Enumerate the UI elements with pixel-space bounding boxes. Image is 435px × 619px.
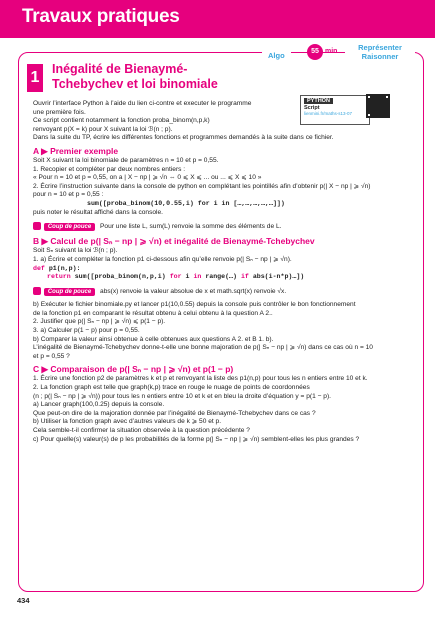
tip-text: Pour une liste L, sum(L) renvoie la somme des éléments de L. bbox=[100, 222, 282, 230]
code-keyword: def bbox=[33, 264, 45, 272]
skill-1: Représenter bbox=[358, 43, 402, 52]
code-text: p1(n,p): bbox=[44, 264, 81, 272]
section-b2-line: et p = 0,55 ? bbox=[33, 352, 70, 360]
code-text: abs(i-n*p)…]) bbox=[248, 273, 305, 281]
section-c-line: (n ; p(| Sₙ − np | ⩾ √n)) pour tous les n entiers entre 10 et k et en bleu la droite d’équation y = p(1 − p). bbox=[33, 392, 331, 400]
section-c-line: Que peut-on dire de la majoration donnée par l’inégalité de Bienaymé-Tchebychev dans ce cas ? bbox=[33, 409, 316, 417]
section-b2-line: b) Exécuter le fichier binomiale.py et lancer p1(10,0.55) depuis la console puis contrôler le bon fonctionnement bbox=[33, 301, 356, 309]
section-b2-line: 2. Justifier que p(| Sₙ − np | ⩾ √n) ⩽ p(1 − p). bbox=[33, 318, 166, 326]
tip-badge: Coup de pouce bbox=[44, 223, 95, 232]
section-c-line: 2. La fonction graph est telle que graph(k,p) trace en rouge le nuage de points de coordonnées bbox=[33, 383, 310, 391]
code-keyword: in bbox=[193, 273, 202, 281]
code-text: range(…) bbox=[201, 273, 241, 281]
code-text: i bbox=[181, 273, 194, 281]
exercise-title bbox=[52, 62, 218, 92]
section-b-line: 1. a) Écrire et compléter la fonction p1 ci-dessous afin qu’elle renvoie p(| Sₙ − np | ⩾ √n). bbox=[33, 256, 292, 264]
section-c-line: c) Pour quelle(s) valeur(s) de p les probabilités de la forme p(| Sₙ − np | ⩾ √n) semblent-elles les plus grandes ? bbox=[33, 435, 360, 443]
tip-badge: Coup de pouce bbox=[44, 288, 95, 297]
section-a-line: 2. Écrire l’instruction suivante dans la console de python en complétant les pointillés afin d’obtenir p(| X − np | ⩾ √n) bbox=[33, 182, 371, 190]
page-title: Travaux pratiques bbox=[22, 6, 180, 27]
section-c-line: 1. Écrire une fonction p2 de paramètres k et p et renvoyant la liste des p1(n,p) pour tous les n entiers entre 10 et k. bbox=[33, 375, 368, 383]
intro-line: renvoyant p(X = k) pour X suivant la loi ℬ(n ; p). bbox=[33, 125, 173, 133]
section-c-line: Cela semble-t-il confirmer la situation observée à la question précédente ? bbox=[33, 426, 250, 434]
exercise-number: 1 bbox=[27, 64, 43, 92]
python-script-label: Script bbox=[304, 105, 320, 111]
page-number: 434 bbox=[17, 596, 30, 605]
skill-2: Raisonner bbox=[361, 52, 399, 61]
exercise-content bbox=[33, 100, 385, 444]
code-keyword: return bbox=[47, 273, 71, 281]
python-link[interactable]: lienmini.fr/maths-s13-07 bbox=[304, 111, 353, 116]
code-text: sum([proba_binom(n,p,i) bbox=[70, 273, 170, 281]
section-b-line: Soit Sₙ suivant la loi ℬ(n ; p). bbox=[33, 247, 118, 255]
code-def-p1 bbox=[33, 265, 385, 274]
section-a-after: puis noter le résultat affiché dans la console. bbox=[33, 208, 164, 216]
tip-text: abs(x) renvoie la valeur absolue de x et math.sqrt(x) renvoie √x. bbox=[100, 287, 287, 295]
section-b-title: B ▶ Calcul de p(| Sₙ − np | ⩾ √n) et inégalité de Bienaymé-Tchebychev bbox=[33, 236, 315, 247]
exercise-title-line-2: Tchebychev et loi binomiale bbox=[52, 77, 218, 91]
section-b2-line: de la fonction p1 en comparant le résultat obtenu à celui obtenu à la question A 2.. bbox=[33, 309, 273, 317]
section-c-line: b) Utiliser la fonction graph avec d’autres valeurs de k ⩾ 50 et p. bbox=[33, 418, 222, 426]
section-b2-line: 3. a) Calculer p(1 − p) pour p = 0,55. bbox=[33, 326, 140, 334]
tip-box-2 bbox=[33, 287, 385, 296]
skills-tag bbox=[345, 43, 415, 61]
section-a-line: « Pour n = 10 et p = 0,55, on a | X − np | ⩾ √n ⇔ 0 ⩽ X ⩽ ... ou ... ⩽ X ⩽ 10 » bbox=[33, 174, 262, 182]
python-badge: PYTHON bbox=[304, 98, 333, 104]
section-a-title: A ▶ Premier exemple bbox=[33, 145, 119, 156]
tip-box-1 bbox=[33, 222, 385, 231]
intro-line: Ce script contient notamment la fonction proba_binom(n,p,k) bbox=[33, 117, 210, 125]
algo-tag: Algo bbox=[262, 49, 291, 62]
intro-line: Dans la suite du TP, écrire les différentes fonctions et programmes demandés à la suite dans ce fichier. bbox=[33, 134, 334, 142]
code-keyword: for bbox=[169, 273, 182, 281]
timer-icon: 55 bbox=[307, 44, 323, 60]
intro-line: Ouvrir l’interface Python à l’aide du lien ci-contre et executer le programme bbox=[33, 100, 252, 107]
hand-icon bbox=[33, 287, 41, 295]
section-a-line: pour n = 10 et p = 0,55 : bbox=[33, 191, 104, 199]
section-a-line: Soit X suivant la loi binomiale de paramètres n = 10 et p = 0,55. bbox=[33, 156, 219, 164]
hand-icon bbox=[33, 222, 41, 230]
section-c-line: a) Lancer graph(100,0.25) depuis la console. bbox=[33, 401, 165, 409]
code-keyword: if bbox=[240, 273, 249, 281]
section-c-title: C ▶ Comparaison de p(| Sₙ − np | ⩾ √n) et p(1 − p) bbox=[33, 364, 234, 375]
exercise-title-line-1: Inégalité de Bienaymé- bbox=[52, 62, 188, 76]
code-sum-proba: sum([proba_binom(10,0.55,i) for i in […,…,…,…,…]]) bbox=[87, 199, 285, 207]
section-b2-line: b) Comparer la valeur ainsi obtenue à celle obtenues aux questions A 2. et B 1. b). bbox=[33, 335, 274, 343]
section-a-line: 1. Recopier et compléter par deux nombres entiers : bbox=[33, 165, 186, 173]
timer-unit: min bbox=[325, 48, 338, 55]
intro-line: une première fois. bbox=[33, 108, 86, 116]
page-header bbox=[0, 0, 435, 38]
section-b2-line: L’inégalité de Bienaymé-Tchebychev donne-t-elle une bonne majoration de p(| Sₙ − np | ⩾ √n) dans ce cas où n = 10 bbox=[33, 344, 373, 352]
code-return-p1 bbox=[33, 273, 385, 282]
